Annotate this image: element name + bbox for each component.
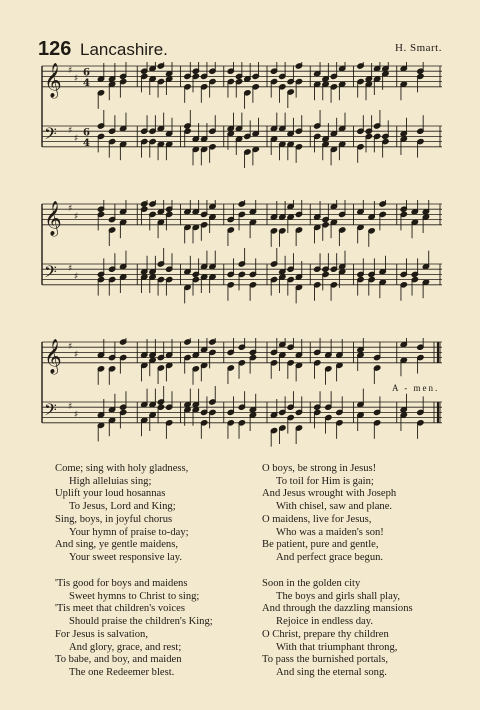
- music-system-1: [38, 62, 444, 180]
- treble-clef-icon: 𝄞: [44, 200, 62, 236]
- verse-line: High alleluias sing;: [69, 475, 152, 487]
- music-system-2: [38, 200, 444, 318]
- verse-line: To Jesus, Lord and King;: [69, 501, 176, 513]
- sharp-icon: ♯: [68, 264, 73, 275]
- sharp-icon: ♯: [74, 73, 79, 84]
- verse-line: Your sweet responsive lay.: [69, 551, 182, 563]
- verse-line: And sing, ye gentle maidens,: [55, 539, 178, 551]
- verse-1: [55, 463, 189, 565]
- sharp-icon: ♯: [68, 204, 73, 215]
- verse-line: To toil for Him is gain;: [276, 475, 374, 487]
- verse-line: Sweet hymns to Christ to sing;: [69, 590, 200, 602]
- verse-line: Your hymn of praise to-day;: [69, 526, 189, 538]
- svg-text:6: 6: [83, 67, 90, 79]
- verse-line: O maidens, live for Jesus,: [262, 513, 372, 525]
- hymn-header: [38, 38, 442, 60]
- hymn-number: 126: [38, 38, 72, 60]
- verse-line: Be patient, pure and gentle,: [262, 539, 379, 551]
- verse-line: 'Tis good for boys and maidens: [55, 578, 188, 589]
- verse-line: 'Tis meet that children's voices: [55, 603, 185, 615]
- verse-line: And perfect grace begun.: [276, 551, 384, 563]
- svg-text:4: 4: [83, 137, 90, 149]
- verse-line: The one Redeemer blest.: [69, 666, 175, 678]
- svg-text:6: 6: [83, 127, 90, 139]
- verse-4: [262, 578, 413, 680]
- sharp-icon: ♯: [74, 349, 79, 360]
- verse-line: Uplift your loud hosannas: [55, 488, 166, 500]
- verse-line: Sing, boys, in joyful chorus: [55, 513, 173, 525]
- bass-clef-icon: 𝄢: [44, 399, 57, 424]
- verse-line: To pass the burnished portals,: [262, 654, 389, 666]
- verse-line: And glory, grace, and rest;: [69, 641, 182, 653]
- sharp-icon: ♯: [68, 66, 73, 77]
- verse-3: [55, 578, 213, 680]
- sharp-icon: ♯: [68, 126, 73, 137]
- treble-clef-icon: 𝄞: [44, 338, 62, 374]
- verse-line: And through the dazzling mansions: [262, 603, 413, 615]
- verse-line: The boys and girls shall play,: [276, 590, 401, 602]
- tune-name: Lancashire.: [80, 40, 168, 59]
- verse-line: Should praise the children's King;: [69, 616, 213, 628]
- verse-line: Soon in the golden city: [262, 578, 361, 589]
- sharp-icon: ♯: [74, 133, 79, 144]
- verse-line: With chisel, saw and plane.: [276, 501, 393, 513]
- bass-clef-icon: 𝄢: [44, 123, 57, 148]
- verse-line: O boys, be strong in Jesus!: [262, 463, 377, 474]
- verse-line: Rejoice in endless day.: [276, 616, 373, 628]
- sharp-icon: ♯: [74, 211, 79, 222]
- verse-line: Who was a maiden's son!: [276, 526, 384, 538]
- sharp-icon: ♯: [68, 402, 73, 413]
- sharp-icon: ♯: [74, 409, 79, 420]
- treble-clef-icon: 𝄞: [44, 62, 62, 98]
- composer-credit: H. Smart.: [395, 42, 442, 54]
- verse-line: And sing the eternal song.: [276, 666, 387, 678]
- svg-text:4: 4: [83, 77, 90, 89]
- sharp-icon: ♯: [74, 271, 79, 282]
- verse-line: For Jesus is salvation,: [55, 628, 148, 640]
- bass-clef-icon: 𝄢: [44, 261, 57, 286]
- music-system-3: [38, 338, 444, 456]
- verse-line: Come; sing with holy gladness,: [55, 463, 189, 474]
- sharp-icon: ♯: [68, 342, 73, 353]
- verse-2: [262, 463, 396, 565]
- verse-line: To babe, and boy, and maiden: [55, 654, 182, 666]
- verse-line: O Christ, prepare thy children: [262, 628, 389, 640]
- verse-line: With that triumphant throng,: [276, 641, 398, 653]
- amen-label: A - men.: [392, 383, 440, 393]
- verse-line: And Jesus wrought with Joseph: [262, 488, 397, 500]
